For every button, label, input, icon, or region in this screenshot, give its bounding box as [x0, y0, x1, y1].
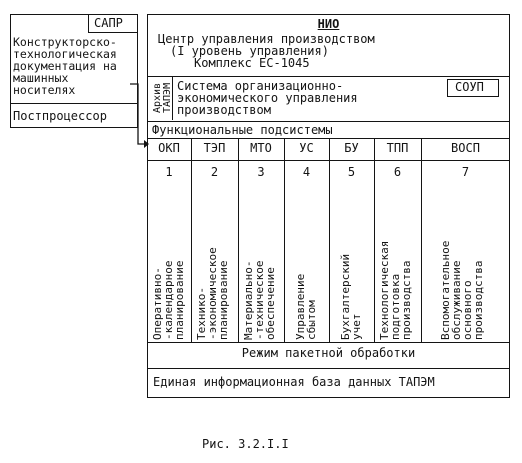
- nuo-complex-line: Комплекс ЕС-1045: [194, 56, 310, 70]
- database-top-line: [147, 368, 510, 369]
- database-label: Единая информационная база данных ТАПЭМ: [153, 375, 435, 389]
- subsystem-desc-2: Технико- -экономическое планирование: [195, 247, 230, 340]
- subsystem-desc-6: Технологическая подготовка производства: [378, 240, 413, 340]
- sapr-tag: САПР: [94, 16, 123, 30]
- subsystem-desc-5: Бухгалтерский учет: [339, 253, 363, 340]
- nuo-level-line: (I уровень управления): [170, 44, 329, 58]
- subsystem-num-3: 3: [257, 165, 265, 179]
- functional-header: Функциональные подсистемы: [152, 123, 333, 137]
- sapr-divider: [10, 103, 138, 104]
- subsystem-num-1: 1: [165, 165, 173, 179]
- sapr-documentation-text: Конструкторско- технологическая документация на машинных носителях: [13, 35, 117, 97]
- subsystem-code-3: МТО: [250, 141, 272, 155]
- soup-top-line: [147, 76, 510, 77]
- subsystem-code-7: ВОСП: [451, 141, 480, 155]
- archive-label: Архив ТАПЭМ: [152, 82, 173, 114]
- subsystem-desc-7: Вспомогательное обслуживание основного производства: [439, 240, 485, 340]
- soup-system-text: Система организационно- экономического управления производством: [177, 79, 358, 117]
- subsystem-code-2: ТЭП: [203, 141, 226, 155]
- subsystem-num-6: 6: [393, 165, 402, 179]
- postprocessor-label: Постпроцессор: [13, 109, 107, 123]
- subsystem-code-5: БУ: [344, 141, 359, 155]
- nuo-center-line: Центр управления производством: [158, 32, 375, 46]
- subsystem-num-7: 7: [461, 165, 470, 179]
- subsystem-code-1: ОКП: [158, 141, 180, 155]
- batch-mode-label: Режим пакетной обработки: [241, 346, 416, 360]
- soup-tag: СОУП: [455, 80, 484, 94]
- subsystem-num-2: 2: [210, 165, 219, 179]
- subsystem-desc-4: Управление сбытом: [294, 273, 318, 340]
- subsystem-code-6: ТПП: [386, 141, 409, 155]
- figure-caption: Рис. 3.2.I.I: [202, 437, 289, 451]
- columns-bottom-line: [147, 342, 510, 343]
- subsystem-num-5: 5: [347, 165, 356, 179]
- nuo-title: НИО: [317, 17, 340, 31]
- subsystem-code-4: УС: [299, 141, 314, 155]
- functional-top-line: [147, 121, 510, 122]
- subsystem-desc-1: Оперативно- -календарное планирование: [151, 260, 186, 340]
- subsystem-num-4: 4: [302, 165, 311, 179]
- subsystem-desc-3: Материально- -техническое обеспечение: [242, 260, 277, 340]
